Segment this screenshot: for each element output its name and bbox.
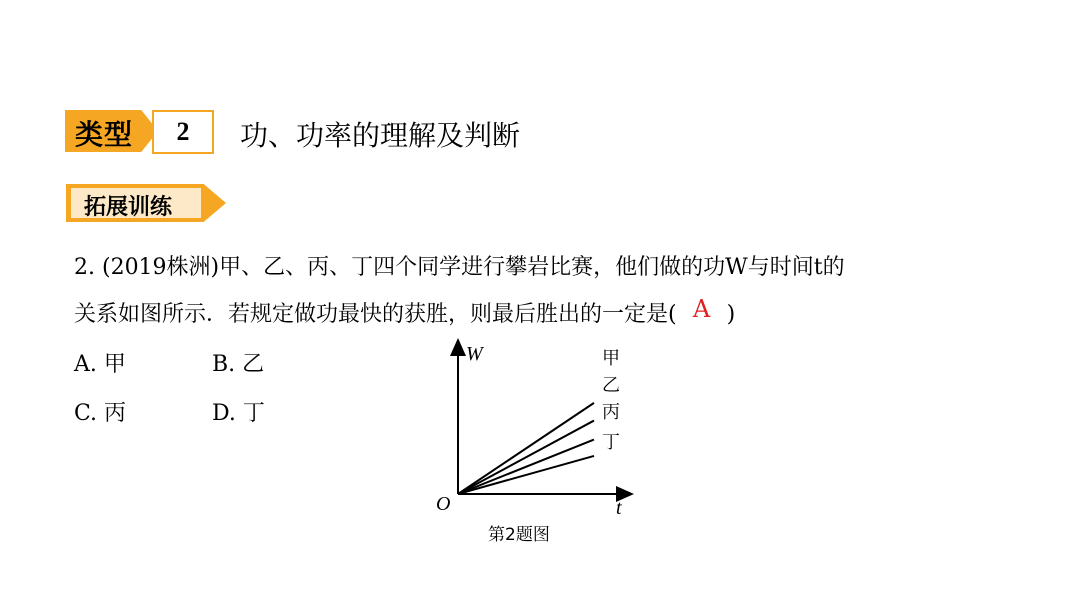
type-label: 类型	[75, 118, 134, 151]
line-label-1: 甲	[602, 348, 620, 369]
section-title: 功、功率的理解及判断	[240, 119, 521, 152]
option-b[interactable]: B. 乙	[212, 352, 265, 377]
graph-lines	[458, 348, 620, 494]
line-label-3: 丙	[602, 402, 620, 423]
figure-caption: 第2题图	[488, 525, 550, 545]
option-a[interactable]: A. 甲	[74, 352, 126, 377]
line-4	[458, 456, 594, 494]
type-number: 2	[152, 110, 214, 154]
question-line-2	[74, 297, 735, 328]
origin-label: O	[436, 493, 451, 515]
question-close-paren: )	[726, 302, 736, 327]
wt-graph	[430, 338, 650, 518]
line-2	[458, 421, 594, 494]
question-line-1: 2. (2019株洲)甲、乙、丙、丁四个同学进行攀岩比赛，他们做的功W与时间t的	[74, 255, 845, 280]
answer-mark: A	[692, 295, 711, 323]
x-axis-label: t	[616, 497, 622, 518]
line-label-2: 乙	[602, 375, 620, 396]
option-c[interactable]: C. 丙	[74, 401, 127, 426]
question-line-2-text: 关系如图所示．若规定做功最快的获胜，则最后胜出的一定是(	[74, 302, 677, 327]
sub-label: 拓展训练	[84, 195, 173, 220]
y-axis-label: W	[466, 343, 483, 365]
line-label-4: 丁	[602, 432, 620, 453]
option-d[interactable]: D. 丁	[212, 401, 265, 426]
